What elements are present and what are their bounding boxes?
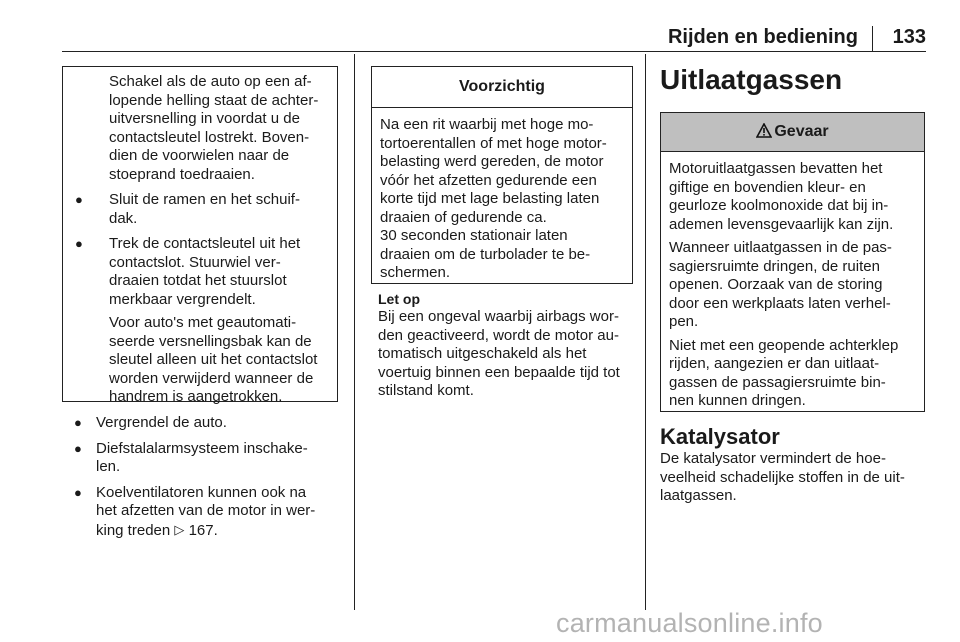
text-line: 30 seconden stationair laten [380,227,568,244]
text-line: sleutel alleen uit het contactslot [109,351,318,368]
text-line: worden verwijderd wanneer de [109,369,314,387]
danger-box [660,112,925,412]
text-line: Na een rit waarbij met hoge mo- [380,116,594,133]
list-item [74,484,344,541]
list-item [74,414,344,433]
caution-box [371,66,633,284]
text-line: vóór het afzetten gedurende een [380,171,597,189]
header-divider [872,26,873,51]
note-block [378,291,634,401]
text-line: korte tijd met lage belasting laten [380,190,600,207]
text-line: voertuig binnen een bepaalde tijd tot [378,363,620,381]
danger-header [661,113,924,152]
text-fragment: king treden [96,521,175,539]
text-line: Koelventilatoren kunnen ook na [96,483,307,501]
text-line: giftige en bovendien kleur- en [669,178,866,196]
page-reference-arrow-icon: ▷ [174,521,185,537]
text-line: contactsleutel lostrekt. Boven- [109,128,310,146]
column-divider-left [354,54,355,610]
text-line: rijden, aangezien er dan uitlaat- [669,355,880,372]
text-line: Voor auto's met geautomati- [109,314,297,331]
instruction-list [74,414,344,540]
text-line: dien de voorwielen naar de [109,147,290,164]
list-item [75,235,327,309]
text-line: schermen. [380,264,451,281]
danger-title: Gevaar [774,123,829,140]
text-line: draaien om de turbolader te be- [380,245,591,263]
box-paragraph [75,73,327,184]
warning-triangle-icon [756,115,772,153]
text-line: Diefstalalarmsysteem inschake- [96,439,308,457]
text-line: door een werkplaats laten verhel- [669,294,891,312]
text-line: len. [96,458,121,475]
text-line: sagiersruimte dringen, de ruiten [669,257,880,275]
note-text [378,308,634,401]
text-line: laatgassen. [660,487,737,504]
text-line: gassen de passagiersruimte bin- [669,373,886,391]
column-divider-right [645,54,646,610]
text-line: ademen levensgevaarlijk kan zijn. [669,215,894,233]
text-line [96,521,344,541]
text-line: Sluit de ramen en het schuif- [109,191,300,208]
header-rule [62,51,926,52]
subsection-text [660,450,928,506]
text-line: stoeprand toedraaien. [109,165,255,183]
bullet-dot-icon: ● [75,192,83,207]
text-line: Trek de contactsleutel uit het [109,235,301,252]
text-line: dak. [109,209,138,227]
bullet-dot-icon: ● [75,236,83,251]
continued-instruction-box [62,66,338,405]
text-line: Schakel als de auto op een af- [109,73,312,90]
text-line: veelheid schadelijke stoffen in de uit- [660,468,905,486]
text-line: belasting werd gereden, de motor [380,153,604,170]
text-line: openen. Oorzaak van de storing [669,276,883,293]
caution-title: Voorzichtig [372,67,632,108]
subsection-title: Katalysator [660,424,780,449]
list-item [74,440,344,477]
page-number: 133 [892,26,926,48]
bullet-dot-icon: ● [74,440,82,456]
page-reference-link[interactable]: 167. [188,521,218,539]
text-line: draaien of gedurende ca. [380,208,547,226]
text-line: Wanneer uitlaatgassen in de pas- [669,239,892,256]
text-line: handrem is aangetrokken. [109,388,283,405]
bullet-dot-icon: ● [74,484,82,500]
text-line: pen. [669,313,699,330]
text-line: seerde versnellingsbak kan de [109,332,312,350]
text-line: draaien totdat het stuurslot [109,272,287,289]
text-line: nen kunnen dringen. [669,392,806,409]
text-line: het afzetten van de motor in wer- [96,502,316,519]
caution-text [372,108,632,283]
text-line: tomatisch uitgeschakeld als het [378,345,587,362]
bullet-dot-icon: ● [74,415,82,430]
text-line: Vergrendel de auto. [96,414,227,431]
danger-paragraph [669,337,916,411]
text-line: Motoruitlaatgassen bevatten het [669,160,883,177]
text-line: De katalysator vermindert de hoe- [660,450,886,467]
text-line: merkbaar vergrendelt. [109,290,256,308]
text-line: geurloze koolmonoxide dat bij in- [669,197,889,214]
box-paragraph-after [75,314,327,407]
text-line: lopende helling staat de achter- [109,91,319,109]
text-line: uitversnelling in voordat u de [109,110,300,127]
danger-paragraph [669,239,916,332]
note-label: Let op [378,291,420,307]
text-line: Niet met een geopende achterklep [669,336,899,354]
watermark: carmanualsonline.info [556,608,823,638]
danger-paragraph [669,160,916,234]
list-item [75,191,327,228]
text-line: stilstand komt. [378,382,474,399]
text-line: Bij een ongeval waarbij airbags wor- [378,308,619,325]
text-line: tortoerentallen of met hoge motor- [380,134,607,152]
text-line: contactslot. Stuurwiel ver- [109,253,281,271]
section-title: Uitlaatgassen [660,64,843,95]
running-header-title: Rijden en bediening [667,26,858,48]
text-line: den geactiveerd, wordt de motor au- [378,326,619,344]
danger-text [661,152,924,411]
